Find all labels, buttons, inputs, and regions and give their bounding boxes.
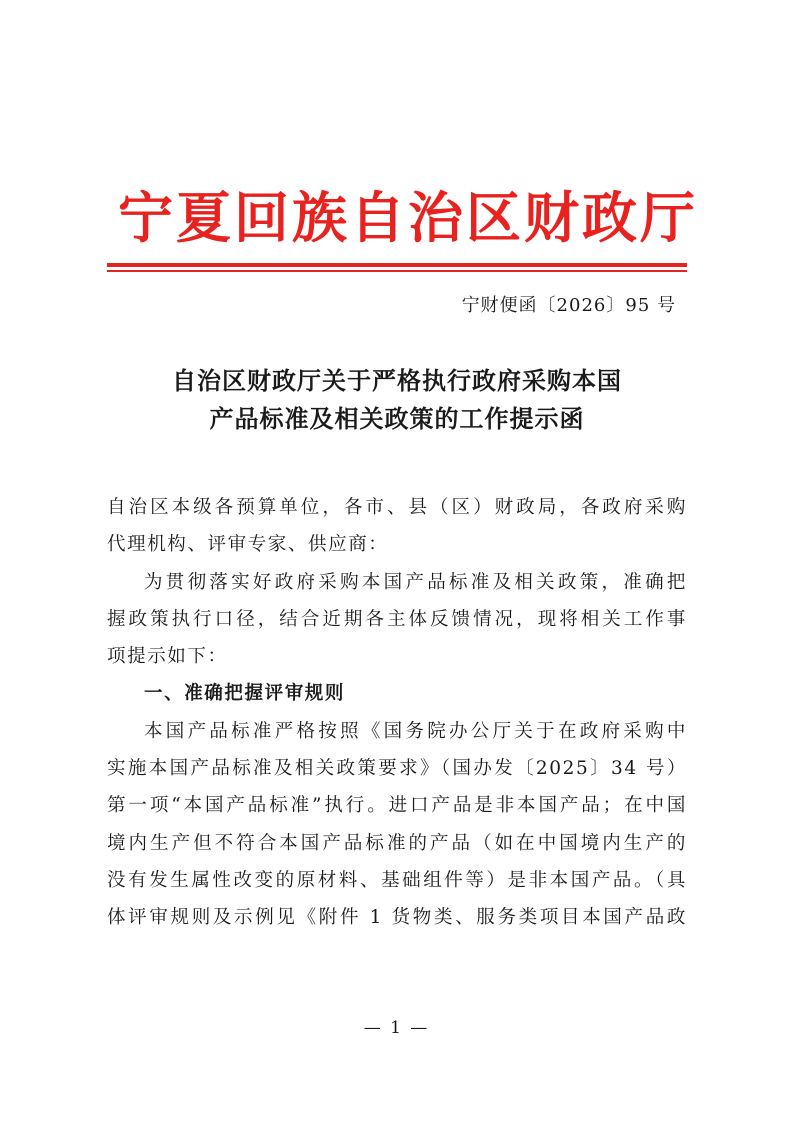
paragraph-line: 实施本国产品标准及相关政策要求》（国办发〔2025〕34 号） [107, 758, 687, 780]
addressee-line-1: 自治区本级各预算单位，各市、县（区）财政局，各政府采购 [107, 497, 687, 518]
paragraph-line: 境内生产但不符合本国产品标准的产品（如在中国境内生产的 [107, 832, 687, 854]
paragraph-line: 体评审规则及示例见《附件 1 货物类、服务类项目本国产品政 [107, 907, 687, 929]
paragraph-line: 为贯彻落实好政府采购本国产品标准及相关政策，准确把 [144, 571, 687, 593]
document-title [107, 362, 687, 438]
document-body [107, 489, 687, 937]
issuing-authority-title: 宁夏回族自治区财政厅 [118, 185, 699, 250]
document-number: 宁财便函〔2026〕95 号 [461, 295, 676, 316]
document-title-line-2: 产品标准及相关政策的工作提示函 [209, 404, 585, 433]
paragraph-line: 没有发生属性改变的原材料、基础组件等）是非本国产品。（具 [107, 869, 687, 891]
paragraph-line: 项提示如下： [107, 646, 228, 668]
document-title-line-1: 自治区财政厅关于严格执行政府采购本国 [172, 366, 622, 395]
paragraph-line: 本国产品标准严格按照《国务院办公厅关于在政府采购中 [144, 720, 687, 742]
red-header-rule-thick [107, 263, 687, 267]
addressee-line-2: 代理机构、评审专家、供应商： [107, 534, 389, 556]
page-number: — 1 — [363, 1018, 430, 1038]
paragraph-line: 握政策执行口径，结合近期各主体反馈情况，现将相关工作事 [107, 608, 687, 630]
section-heading: 一、准确把握评审规则 [144, 683, 346, 705]
red-header-rule-thin [107, 270, 687, 272]
paragraph-line: 第一项“本国产品标准”执行。进口产品是非本国产品；在中国 [107, 795, 687, 817]
